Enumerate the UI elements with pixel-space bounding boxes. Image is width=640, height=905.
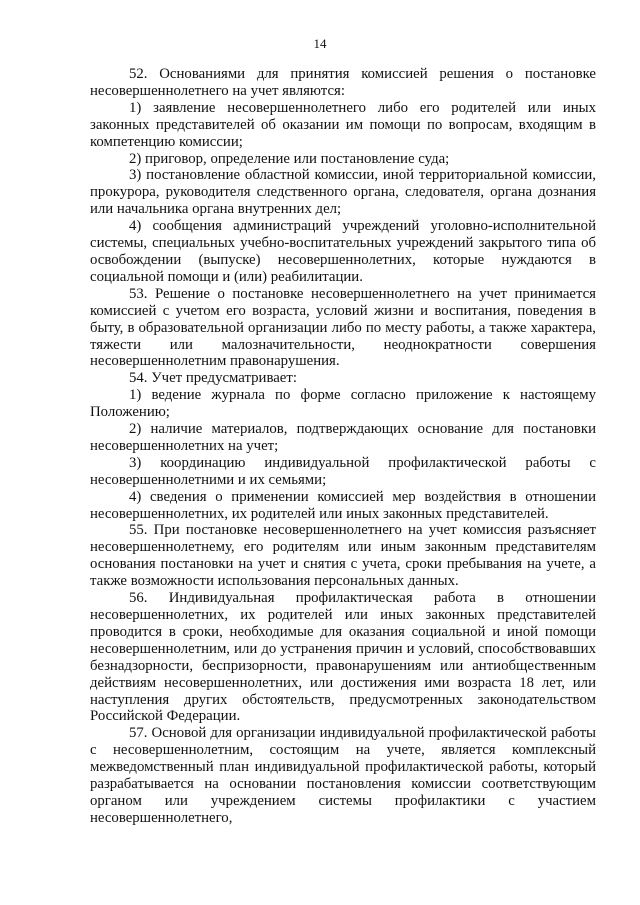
paragraph-54-item-2: 2) наличие материалов, подтверждающих основание для постановки несовершеннолетних на учет; <box>90 421 596 454</box>
paragraph-55: 55. При постановке несовершеннолетнего на учет комиссия разъясняет несовершеннолетнему, его родителям или иным законным представителям основания постановки на учет и снятия с учета, сроки пребывания на учете, а также возможности использования персональных данных. <box>90 522 596 590</box>
paragraph-57: 57. Основой для организации индивидуальной профилактической работы с несовершеннолетним, состоящим на учете, является комплексный межведомственный план индивидуальной профилактической работы, который разрабатывается на основании постановления комиссии соответствующим органом или учреждением системы профилактики с участием несовершеннолетнего, <box>90 725 596 826</box>
paragraph-56: 56. Индивидуальная профилактическая работа в отношении несовершеннолетних, их родителей или иных законных представителей проводится в сроки, необходимые для оказания социальной и иной помощи несовершеннолетним, или до устранения причин и условий, способствовавших безнадзорности, беспризорности, правонарушениям или антиобщественным действиям несовершеннолетних, или достижения ими возраста 18 лет, или наступления других обстоятельств, предусмотренных законодательством Российской Федерации. <box>90 590 596 725</box>
paragraph-52-item-3: 3) постановление областной комиссии, иной территориальной комиссии, прокурора, руководителя следственного органа, следователя, органа дознания или начальника органа внутренних дел; <box>90 167 596 218</box>
paragraph-54: 54. Учет предусматривает: <box>129 370 297 387</box>
paragraph-52: 52. Основаниями для принятия комиссией решения о постановке несовершеннолетнего на учет являются: <box>90 66 596 99</box>
page-number: 14 <box>313 36 327 51</box>
paragraph-52-item-2: 2) приговор, определение или постановление суда; <box>129 150 450 167</box>
paragraph-52-item-4: 4) сообщения администраций учреждений уголовно-исполнительной системы, специальных учебно-воспитательных учреждений закрытого типа об освобождении (выпуске) несовершеннолетних, которые нуждаются в социальной помощи и (или) реабилитации. <box>90 218 596 285</box>
paragraph-54-item-3: 3) координацию индивидуальной профилактической работы с несовершеннолетними и их семьями; <box>90 454 596 488</box>
paragraph-54-item-4: 4) сведения о применении комиссией мер воздействия в отношении несовершеннолетних, их родителей или иных законных представителей. <box>90 488 596 522</box>
paragraph-54-item-1: 1) ведение журнала по форме согласно приложение к настоящему Положению; <box>90 387 596 421</box>
paragraph-52-item-1: 1) заявление несовершеннолетнего либо его родителей или иных законных представителей об оказании им помощи по вопросам, входящим в компетенцию комиссии; <box>90 99 596 150</box>
document-body <box>90 66 596 827</box>
paragraph-53: 53. Решение о постановке несовершеннолетнего на учет принимается комиссией с учетом его возраста, условий жизни и воспитания, поведения в быту, в образовательной организации либо по месту работы, а также характера, тяжести или малозначительности, неоднократности совершения несовершеннолетним правонарушения. <box>90 285 596 370</box>
